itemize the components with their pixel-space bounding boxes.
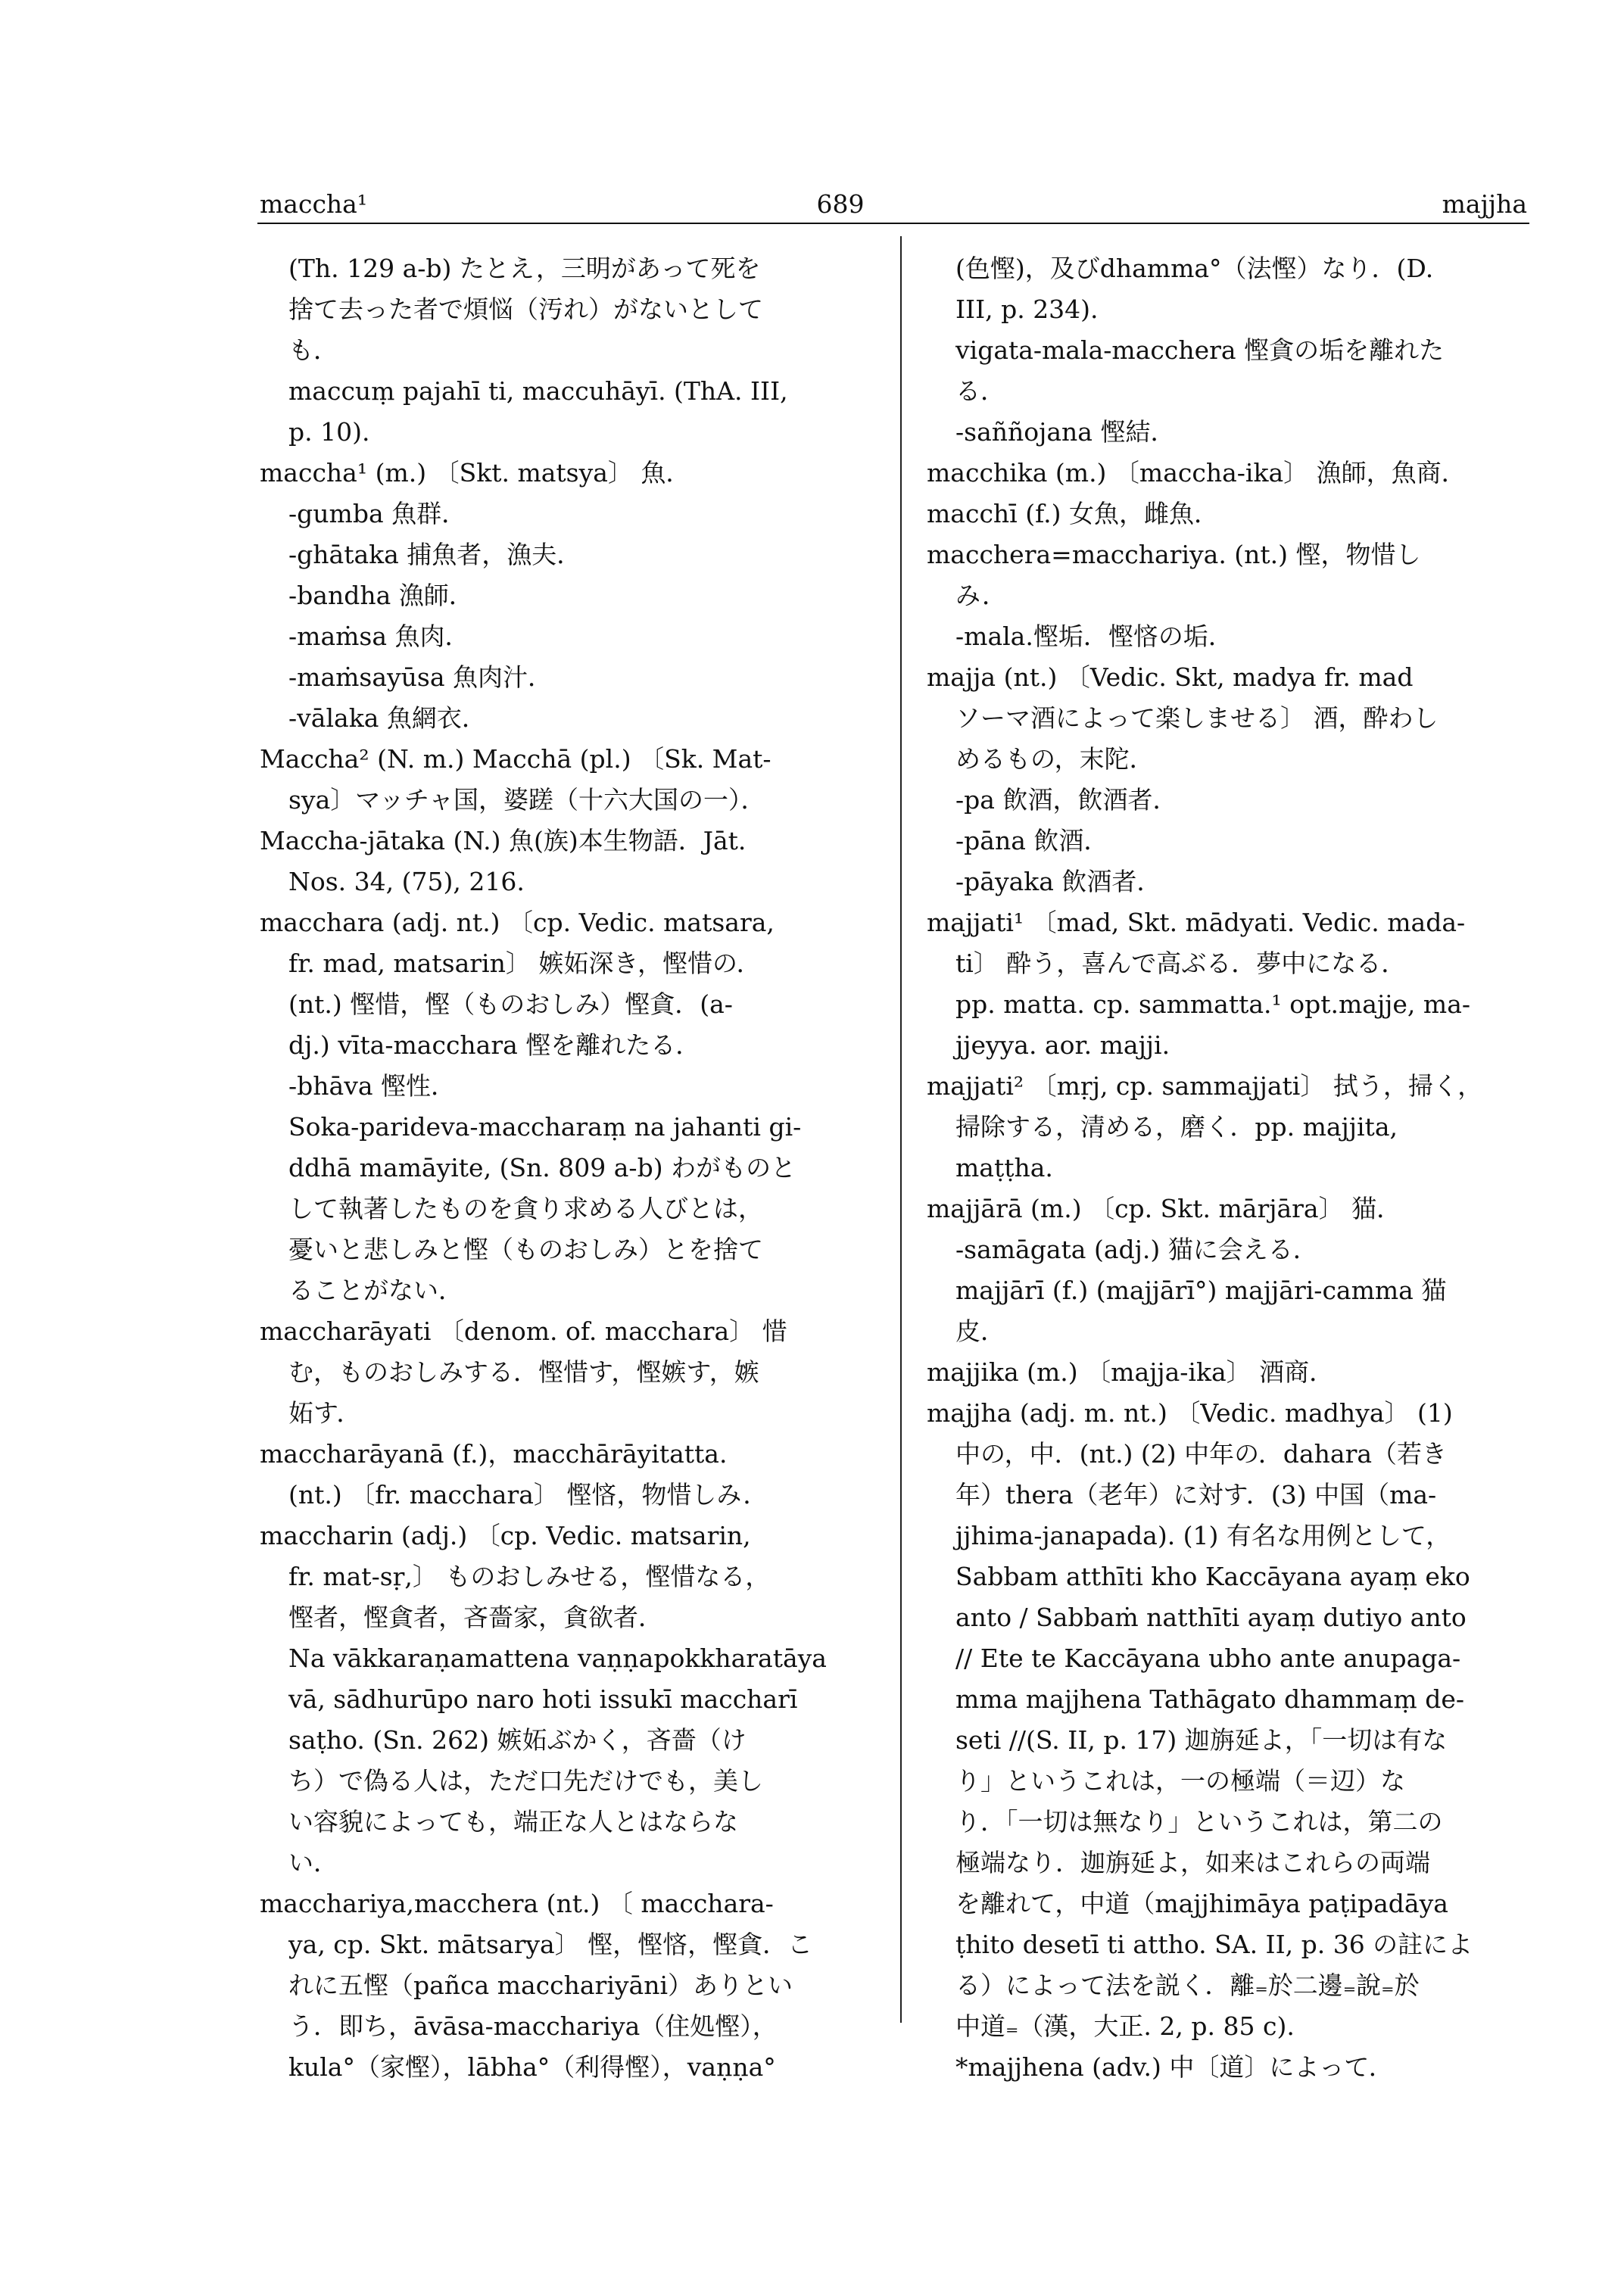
entry-text-line: めるもの，末陀． bbox=[955, 744, 1155, 774]
entry-text-line: p. 10). bbox=[288, 417, 370, 447]
entry-text-line: ち）で偽る人は，ただ口先だけでも，美し bbox=[288, 1766, 763, 1796]
entry-headword-line: macchika (m.) 〔maccha-ika〕 漁師，魚商． bbox=[927, 458, 1467, 488]
entry-text-line: 捨て去った者で煩悩（汚れ）がないとして bbox=[288, 294, 763, 324]
entry-text-line: (色慳)，及びdhamma°（法慳）なり．(D. bbox=[955, 254, 1434, 283]
entry-text-line: る）によって法を説く．離₌於二邊₌說₌於 bbox=[955, 1971, 1420, 2000]
entry-text-line: ることがない． bbox=[288, 1276, 463, 1305]
entry-headword-line: maccharāyati 〔denom. of. macchara〕 惜 bbox=[260, 1316, 787, 1346]
entry-text-line: Na vākkaraṇamattena vaṇṇapokkharatāya bbox=[288, 1643, 827, 1673]
entry-text-line: majjārī (f.) (majjārī°) majjāri-camma 猫 bbox=[955, 1276, 1447, 1305]
header-right-guideword: majjha bbox=[1442, 189, 1527, 219]
right-column bbox=[927, 248, 1531, 2088]
column-separator bbox=[900, 236, 902, 2023]
entry-text-line: -bhāva 慳性． bbox=[288, 1071, 457, 1101]
entry-text-line: 慳者，慳貪者，吝嗇家，貪欲者． bbox=[288, 1603, 663, 1632]
entry-headword-line: macchariya,macchera (nt.) 〔 macchara- bbox=[260, 1889, 774, 1918]
entry-text-line: 皮． bbox=[955, 1316, 1005, 1346]
entry-headword-line: macchera=macchariya. (nt.) 慳，物惜し bbox=[927, 540, 1421, 569]
entry-text-line: ti〕 酔う，喜んで高ぶる．夢中になる． bbox=[955, 949, 1407, 978]
entry-text-line: れに五慳（pañca macchariyāni）ありとい bbox=[288, 1971, 793, 2000]
entry-text-line: -maṁsayūsa 魚肉汁． bbox=[288, 662, 553, 692]
entry-text-line: う．即ち，āvāsa-macchariya（住処慳）， bbox=[288, 2011, 778, 2041]
entry-text-line: 極端なり．迦旃延よ，如来はこれらの両端 bbox=[955, 1848, 1430, 1877]
entry-text-line: い容貌によっても，端正な人とはならな bbox=[288, 1807, 738, 1837]
entry-text-line: 妬す． bbox=[288, 1398, 362, 1428]
entry-text-line: -ghātaka 捕魚者，漁夫． bbox=[288, 540, 582, 569]
entry-headword-line: Maccha-jātaka (N.) 魚(族)本生物語．Jāt. bbox=[260, 826, 747, 855]
entry-text-line: り．「一切は無なり」というこれは，第二の bbox=[955, 1807, 1443, 1837]
entry-headword-line: majjati¹ 〔mad, Skt. mādyati. Vedic. mada- bbox=[927, 908, 1466, 937]
entry-text-line: kula°（家慳），lābha°（利得慳），vaṇṇa° bbox=[288, 2052, 776, 2082]
entry-text-line: ṭhito desetī ti attho. SA. II, p. 36 の註によ bbox=[955, 1930, 1473, 1959]
entry-headword-line: maccharāyanā (f.)，macchārāyitatta. bbox=[260, 1439, 728, 1469]
entry-text-line: -mala.慳垢．慳悋の垢． bbox=[955, 622, 1233, 651]
entry-text-line: Soka-parideva-maccharaṃ na jahanti gi- bbox=[288, 1112, 802, 1142]
entry-text-line: 中の，中．(nt.) (2) 中年の．dahara（若き bbox=[955, 1439, 1448, 1469]
entry-text-line: Nos. 34, (75), 216. bbox=[288, 867, 525, 896]
header-rule bbox=[257, 223, 1529, 224]
entry-text-line: -samāgata (adj.) 猫に会える． bbox=[955, 1235, 1318, 1264]
entry-text-line: -pa 飲酒，飲酒者． bbox=[955, 785, 1178, 815]
left-column bbox=[260, 248, 874, 2088]
entry-text-line: -pāyaka 飲酒者． bbox=[955, 867, 1162, 896]
entry-text-line: い． bbox=[288, 1848, 338, 1877]
entry-text-line: る． bbox=[955, 376, 1005, 406]
entry-text-line: (nt.) 〔fr. macchara〕 慳悋，物惜しみ． bbox=[288, 1480, 768, 1509]
entry-headword-line: Maccha² (N. m.) Macchā (pl.) 〔Sk. Mat- bbox=[260, 744, 771, 774]
header-left-guideword: maccha¹ bbox=[260, 189, 368, 219]
entry-text-line: vā, sādhurūpo naro hoti issukī maccharī bbox=[288, 1684, 798, 1714]
entry-text-line: fr. mad, matsarin〕 嫉妬深き，慳惜の． bbox=[288, 949, 762, 978]
entry-text-line: して執著したものを貪り求める人びとは， bbox=[288, 1194, 763, 1223]
entry-text-line: 掃除する，清める，磨く．pp. majjita, bbox=[955, 1112, 1398, 1142]
entry-headword-line: maccha¹ (m.) 〔Skt. matsya〕 魚． bbox=[260, 458, 691, 488]
entry-text-line: 憂いと悲しみと慳（ものおしみ）とを捨て bbox=[288, 1235, 763, 1264]
entry-headword-line: majjati² 〔mṛj, cp. sammajjati〕 拭う，掃く， bbox=[927, 1071, 1483, 1101]
entry-text-line: -pāna 飲酒． bbox=[955, 826, 1109, 855]
entry-headword-line: macchara (adj. nt.) 〔cp. Vedic. matsara, bbox=[260, 908, 775, 937]
entry-text-line: seti //(S. II, p. 17) 迦旃延よ，「一切は有な bbox=[955, 1725, 1448, 1755]
entry-text-line: fr. mat-sṛ,〕 ものおしみせる，慳惜なる， bbox=[288, 1562, 771, 1591]
entry-text-line: を離れて，中道（majjhimāya paṭipadāya bbox=[955, 1889, 1448, 1918]
entry-text-line: (Th. 129 a-b) たとえ，三明があって死を bbox=[288, 254, 761, 283]
entry-text-line: maccuṃ pajahī ti, maccuhāyī. (ThA. III, bbox=[288, 376, 788, 406]
entry-text-line: ya, cp. Skt. mātsarya〕 慳，慳悋，慳貪．こ bbox=[288, 1930, 813, 1959]
entry-text-line: も． bbox=[288, 335, 338, 365]
entry-text-line: み． bbox=[955, 581, 1007, 610]
entry-text-line: -gumba 魚群． bbox=[288, 499, 467, 528]
entry-text-line: -maṁsa 魚肉． bbox=[288, 622, 470, 651]
entry-headword-line: majjārā (m.) 〔cp. Skt. mārjāra〕 猫． bbox=[927, 1194, 1402, 1223]
entry-text-line: dj.) vīta-macchara 慳を離れたる． bbox=[288, 1030, 701, 1060]
entry-headword-line: majja (nt.) 〔Vedic. Skt, madya fr. mad bbox=[927, 662, 1414, 692]
entry-text-line: Sabbam atthīti kho Kaccāyana ayaṃ eko bbox=[955, 1562, 1470, 1591]
entry-text-line: ddhā mamāyite, (Sn. 809 a-b) わがものと bbox=[288, 1153, 796, 1182]
entry-headword-line: macchī (f.) 女魚，雌魚． bbox=[927, 499, 1219, 528]
entry-text-line: 中道₌（漢，大正. 2, p. 85 c). bbox=[955, 2011, 1295, 2041]
entry-text-line: (nt.) 慳惜，慳（ものおしみ）慳貪．(a- bbox=[288, 989, 733, 1019]
entry-text-line: -saññojana 慳結． bbox=[955, 417, 1176, 447]
entry-text-line: III, p. 234). bbox=[955, 294, 1099, 324]
entry-text-line: maṭṭha. bbox=[955, 1153, 1053, 1182]
entry-text-line: -vālaka 魚網衣． bbox=[288, 703, 487, 733]
entry-text-line: pp. matta. cp. sammatta.¹ opt.majje, ma- bbox=[955, 989, 1471, 1019]
entry-text-line: む，ものおしみする．慳惜す，慳嫉す，嫉 bbox=[288, 1357, 759, 1387]
entry-text-line: -bandha 漁師． bbox=[288, 581, 474, 610]
entry-headword-line: majjha (adj. m. nt.) 〔Vedic. madhya〕 (1) bbox=[927, 1398, 1453, 1428]
entry-text-line: sya〕マッチャ国，婆蹉（十六大国の一）． bbox=[288, 785, 766, 815]
entry-headword-line: maccharin (adj.) 〔cp. Vedic. matsarin, bbox=[260, 1521, 751, 1550]
entry-text-line: ソーマ酒によって楽しませる〕 酒，酔わし bbox=[955, 703, 1439, 733]
entry-text-line: mma majjhena Tathāgato dhammaṃ de- bbox=[955, 1684, 1465, 1714]
entry-text-line: vigata-mala-macchera 慳貪の垢を離れた bbox=[955, 335, 1445, 365]
entry-headword-line: majjika (m.) 〔majja-ika〕 酒商． bbox=[927, 1357, 1335, 1387]
entry-text-line: り」というこれは，一の極端（＝辺）な bbox=[955, 1766, 1405, 1796]
entry-text-line: anto / Sabbaṁ natthīti ayaṃ dutiyo anto bbox=[955, 1603, 1467, 1632]
entry-text-line: jjhima-janapada). (1) 有名な用例として， bbox=[955, 1521, 1451, 1550]
entry-text-line: *majjhena (adv.) 中〔道〕によって． bbox=[955, 2052, 1394, 2082]
entry-text-line: jjeyya. aor. majji. bbox=[955, 1030, 1170, 1060]
entry-text-line: 年）thera（老年）に対す．(3) 中国（ma- bbox=[955, 1480, 1437, 1509]
entry-text-line: saṭho. (Sn. 262) 嫉妬ぶかく，吝嗇（け bbox=[288, 1725, 747, 1755]
entry-text-line: // Ete te Kaccāyana ubho ante anupaga- bbox=[955, 1643, 1461, 1673]
page-number: 689 bbox=[816, 189, 865, 219]
